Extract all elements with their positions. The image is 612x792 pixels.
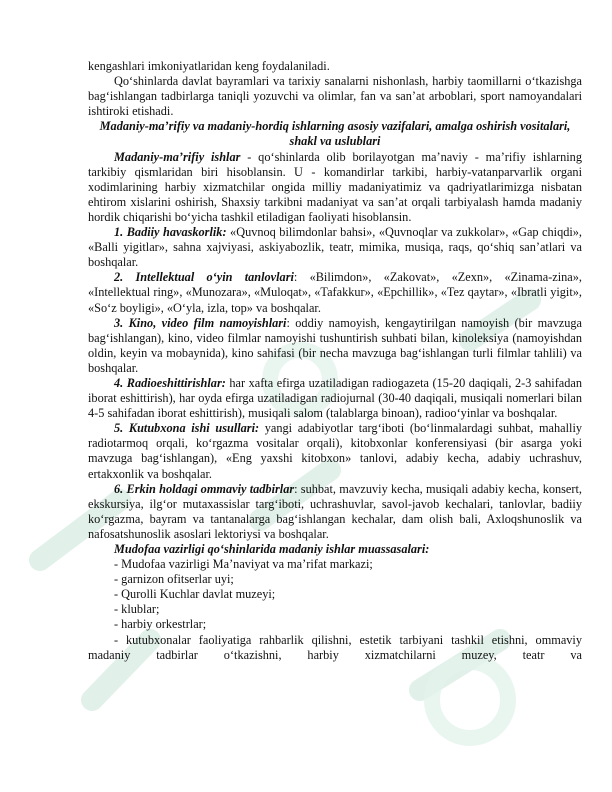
item-5-text: yangi adabiyotlar targ‘iboti (bo‘linmalardagi suhbat, mahalliy radiotarmoq orqali, ko‘rgazma vositalar orqali), kitobxonlar konferensiyasi (bir asarga yoki mavzuga bag‘ishlangan), «Eng yaxshi kitobxon» tanlovi, adabiy kecha, adabiy uchrashuv, ertakxonlik va boshqalar. [88,421,583,481]
paragraph-holidays: Qo‘shinlarda davlat bayramlari va tarixiy sanalarni nishonlash, harbiy taomillarni o‘tkazishga bag‘ishlangan tadbirlarga taniqli yozuvchi va olimlar, fan va san’at arboblari, sport namoyandalari ishtiroki etishadi. [88,74,582,119]
list-item: - harbiy orkestrlar; [114,617,207,632]
term-title: Madaniy-ma’rifiy ishlar [114,149,241,164]
item-5-title: 5. Kutubxona ishi usullari: [114,421,260,436]
item-1-text: «Quvnoq bilimdonlar bahsi», «Quvnoqlar va zukkolar», «Gap chiqdi», «Balli yigitlar», sahna xajviyasi, askiyabozlik, teatr, mimika, musiqa, raqs, qo‘shiq san’atlari va boshqalar. [88,225,583,270]
paragraph-definition [88,150,582,225]
item-3-title: 3. Kino, video film namoyishlari [114,315,287,330]
list-item: - klublar; [114,602,160,617]
item-5 [88,421,582,481]
item-1 [88,225,582,270]
item-6-title: 6. Erkin holdagi ommaviy tadbirlar [114,481,295,496]
item-1-title: 1. Badiiy havaskorlik: [114,225,227,240]
item-3-text: : oddiy namoyish, kengaytirilgan namoyish (bir mavzuga bag‘ishlangan), kino, video filmlar namoyishi tushuntirish suhbati bilan, kinoleksiya (namoyishdan oldin, keyin va mobaynida), kino sahifasi (bir necha mavzuga bag‘ishlangan turli filmlar tahlili) va boshqalar. [88,315,583,375]
term-text: - qo‘shinlarda olib borilayotgan ma’naviy - ma’rifiy ishlarning tarkibiy qismlaridan biri hisoblansin. U - komandirlar tarkibi, harbiy-vatanparvarlik organi xodimlarining harbiy xizmatchilar ongida milliy madaniyatimiz va qadriyatlarimizga nisbatan ehtirom xislarini oshirish, Shaxsiy tarkibni madaniyat va san’at orqali tarbiyalash hamda madaniy hordik chiqarishi bo‘yicha tashkil etiladigan faoliyati hisoblansin. [88,149,582,224]
section-heading-tasks: Madaniy-ma’rifiy va madaniy-hordiq ishlarning asosiy vazifalari, amalga oshirish vositalari, shakl va uslublari [99,119,571,149]
item-4-text: har xafta efirga uzatiladigan radiogazeta (15-20 daqiqali, 2-3 sahifadan iborat eshittirish), har oyda efirga uzatiladigan radiojurnal (30-40 daqiqali, musiqali nomerlari bilan 4-5 sahifadan iborat eshittirish), musiqali salom (talablarga binoan), radioo‘yinlar va boshqalar. [88,375,583,421]
item-6-text: : suhbat, mavzuviy kecha, musiqali adabiy kecha, konsert, ekskursiya, ilg‘or mutaxassislar targ‘iboti, uchrashuvlar, savol-javob kechalari, tanlovlar, badiiy ko‘rgazma, bayram va tantanalarga bag‘ishlangan kechalar, dam olish bali, Axloqshunoslik va nafosatshunoslik asoslari lektoriysi va boshqalar. [88,481,582,541]
list-item: - Qurolli Kuchlar davlat muzeyi; [114,587,276,602]
section-heading-institutions: Mudofaa vazirligi qo‘shinlarida madaniy ishlar muassasalari: [114,542,430,556]
body-text [88,59,582,663]
item-4-title: 4. Radioeshittirishlar: [114,375,226,390]
item-3 [88,316,582,376]
paragraph-continuation: - kutubxonalar faoliyatiga rahbarlik qilishni, estetik tarbiyani tashkil etishni, ommaviy madaniy tadbirlar o‘tkazishni, harbiy xizmatchilarni muzey, teatr va [88,632,582,662]
item-2-text: : «Bilimdon», «Zakovat», «Zexn», «Zinama-zina», «Intellektual ring», «Munozara», «Muloqat», «Tafakkur», «Epchillik», «Tez qaytar», «Ibratli yigit», «So‘z boyligi», «O‘yla, izla, top» va boshqalar. [88,270,582,315]
list-item: - Mudofaa vazirligi Ma’naviyat va ma’rifat markazi; [114,557,373,572]
item-6 [88,482,582,542]
paragraph-intro: kengashlari imkoniyatlaridan keng foydalaniladi. [88,59,330,73]
item-2-title: 2. Intellektual o‘yin tanlovlari [114,270,294,285]
item-2 [88,270,582,315]
list-item: - garnizon ofitserlar uyi; [114,572,234,587]
item-4 [88,376,582,421]
